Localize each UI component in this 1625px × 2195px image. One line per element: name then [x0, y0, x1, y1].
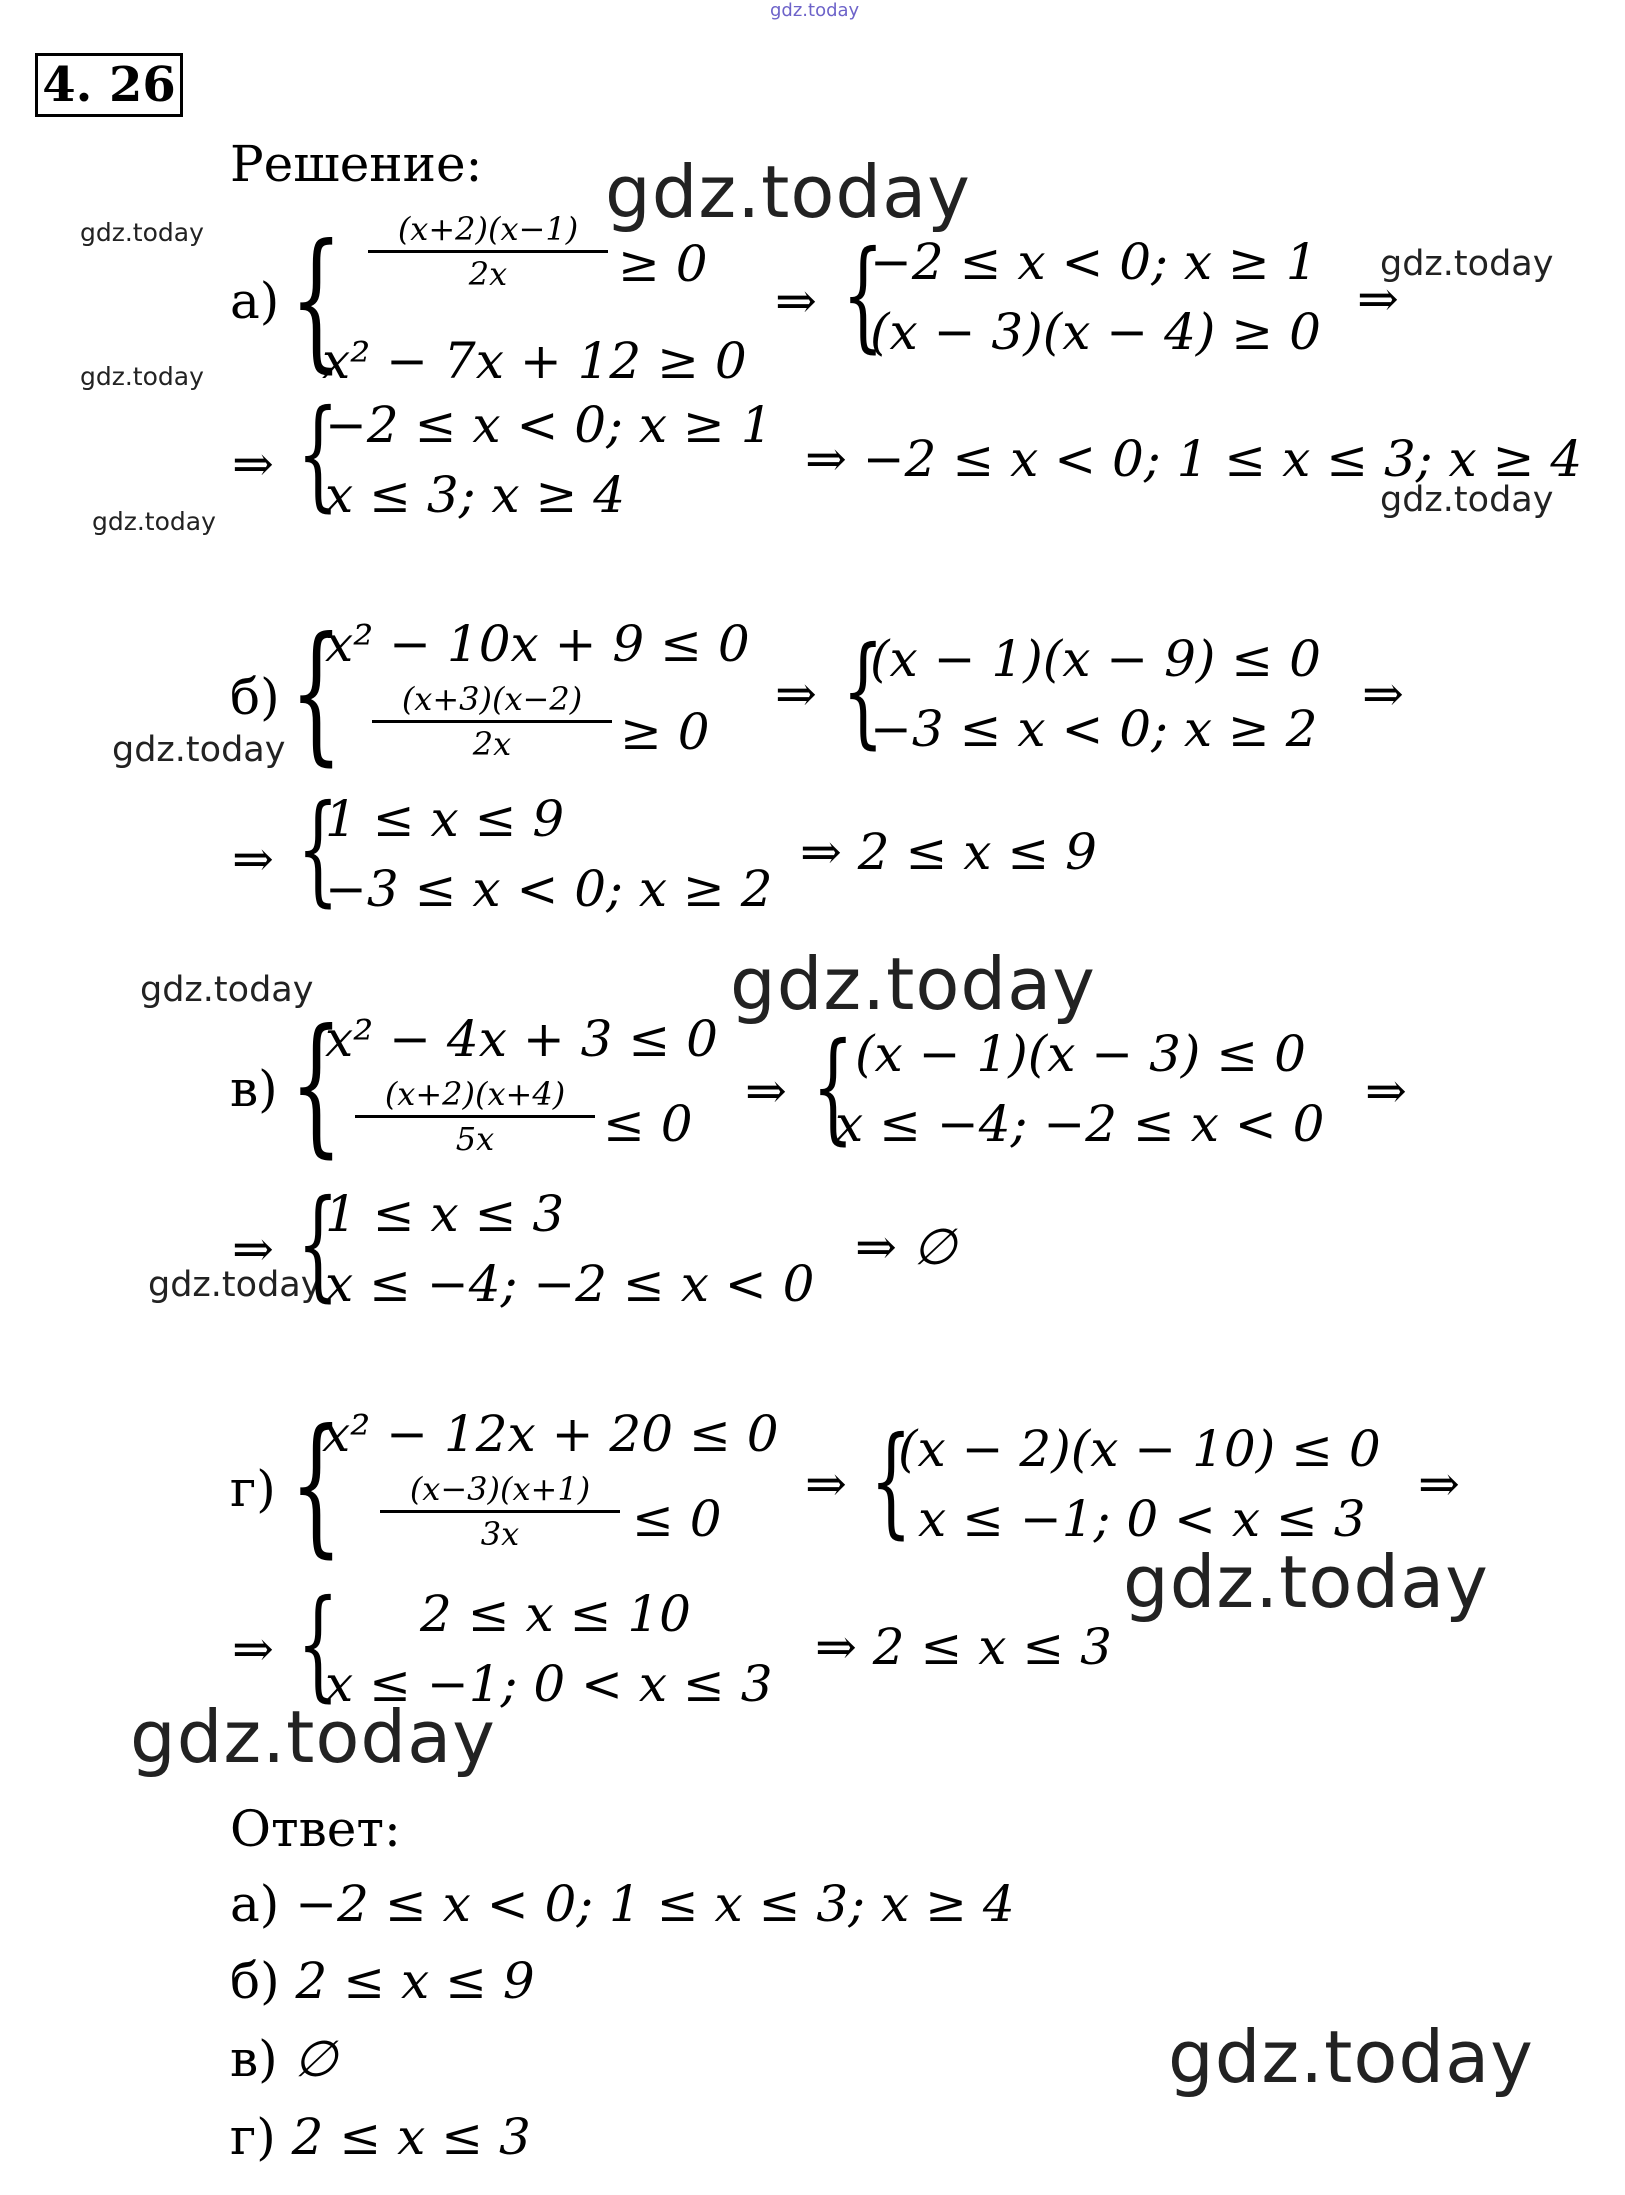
- fraction-denominator: 3x: [480, 1515, 520, 1553]
- watermark-medium: gdz.today: [1380, 480, 1554, 520]
- implies-arrow: ⇒: [1362, 665, 1404, 723]
- math-text: (x − 3)(x − 4) ≥ 0: [870, 303, 1321, 361]
- math-text: 1 ≤ x ≤ 3: [325, 1185, 565, 1243]
- watermark-large: gdz.today: [130, 1695, 496, 1779]
- implies-arrow: ⇒: [805, 1455, 847, 1513]
- answer-label: б): [230, 1952, 280, 2010]
- brace: {: [290, 998, 343, 1172]
- answer-label: а): [230, 1875, 280, 1933]
- brace: {: [290, 606, 343, 780]
- math-text: ≥ 0: [620, 703, 710, 761]
- fraction-numerator: (x+2)(x+4): [355, 1075, 595, 1118]
- watermark-small: gdz.today: [80, 362, 204, 391]
- answer-label: г): [230, 2108, 276, 2166]
- math-text: (x − 1)(x − 9) ≤ 0: [870, 630, 1321, 688]
- implies-arrow: ⇒: [232, 1620, 274, 1678]
- fraction: [368, 210, 608, 293]
- brace: {: [297, 385, 339, 524]
- fraction-numerator: (x+3)(x−2): [372, 680, 612, 723]
- brace: {: [297, 1175, 339, 1314]
- math-text: ⇒ ∅: [855, 1218, 957, 1276]
- implies-arrow: ⇒: [232, 435, 274, 493]
- fraction: [380, 1470, 620, 1553]
- implies-arrow: ⇒: [1357, 270, 1399, 328]
- math-text: ⇒ 2 ≤ x ≤ 9: [800, 823, 1097, 881]
- math-text: x ≤ −4; −2 ≤ x < 0: [835, 1095, 1325, 1153]
- watermark-medium: gdz.today: [112, 730, 286, 770]
- watermark-medium: gdz.today: [148, 1265, 322, 1305]
- part-v-label: в): [230, 1060, 278, 1118]
- implies-arrow: ⇒: [1418, 1455, 1460, 1513]
- math-text: ≥ 0: [618, 235, 708, 293]
- implies-arrow: ⇒: [775, 665, 817, 723]
- answer-a: [230, 1875, 1015, 1933]
- brace: {: [870, 1412, 912, 1551]
- part-b-label: б): [230, 668, 280, 726]
- answer-g: [230, 2108, 531, 2166]
- math-text: ≤ 0: [632, 1490, 722, 1548]
- answer-value: 2 ≤ x ≤ 9: [295, 1952, 535, 2010]
- watermark-top: gdz.today: [770, 0, 860, 21]
- watermark-medium: gdz.today: [1380, 244, 1554, 284]
- answer-b: [230, 1952, 535, 2010]
- math-text: x² − 7x + 12 ≥ 0: [322, 332, 747, 390]
- watermark-large: gdz.today: [1123, 1540, 1489, 1624]
- part-a-label: а): [230, 272, 280, 330]
- fraction-denominator: 5x: [455, 1120, 495, 1158]
- implies-arrow: ⇒: [1365, 1062, 1407, 1120]
- fraction-denominator: 2x: [468, 255, 508, 293]
- math-text: x ≤ −4; −2 ≤ x < 0: [325, 1255, 815, 1313]
- brace: {: [297, 780, 339, 919]
- brace: {: [842, 622, 884, 761]
- brace: {: [297, 1575, 339, 1714]
- problem-number: 4. 26: [35, 53, 183, 117]
- math-text: ≤ 0: [603, 1095, 693, 1153]
- watermark-large: gdz.today: [1168, 2015, 1534, 2099]
- math-text: x ≤ −1; 0 < x ≤ 3: [918, 1490, 1366, 1548]
- brace: {: [842, 226, 884, 365]
- implies-arrow: ⇒: [232, 1220, 274, 1278]
- watermark-large: gdz.today: [605, 150, 971, 234]
- math-text: −2 ≤ x < 0; x ≥ 1: [325, 396, 773, 454]
- fraction-denominator: 2x: [472, 725, 512, 763]
- math-text: ⇒ −2 ≤ x < 0; 1 ≤ x ≤ 3; x ≥ 4: [805, 430, 1583, 488]
- fraction: [372, 680, 612, 763]
- answer-value: ∅: [293, 2030, 338, 2088]
- fraction-numerator: (x+2)(x−1): [368, 210, 608, 253]
- math-text: −3 ≤ x < 0; x ≥ 2: [870, 700, 1318, 758]
- watermark-large: gdz.today: [730, 942, 1096, 1026]
- implies-arrow: ⇒: [775, 272, 817, 330]
- answer-v: [230, 2030, 337, 2088]
- watermark-small: gdz.today: [80, 218, 204, 247]
- math-text: x² − 4x + 3 ≤ 0: [325, 1010, 718, 1068]
- answer-value: −2 ≤ x < 0; 1 ≤ x ≤ 3; x ≥ 4: [295, 1875, 1015, 1933]
- fraction-numerator: (x−3)(x+1): [380, 1470, 620, 1513]
- watermark-medium: gdz.today: [140, 970, 314, 1010]
- math-text: x² − 12x + 20 ≤ 0: [322, 1405, 779, 1463]
- math-text: (x − 2)(x − 10) ≤ 0: [898, 1420, 1381, 1478]
- math-text: −3 ≤ x < 0; x ≥ 2: [325, 860, 773, 918]
- solution-heading: Решение:: [230, 135, 483, 193]
- math-text: (x − 1)(x − 3) ≤ 0: [855, 1025, 1306, 1083]
- implies-arrow: ⇒: [745, 1062, 787, 1120]
- math-text: 2 ≤ x ≤ 10: [420, 1585, 691, 1643]
- watermark-small: gdz.today: [92, 507, 216, 536]
- brace: {: [290, 213, 343, 387]
- math-text: 1 ≤ x ≤ 9: [325, 790, 565, 848]
- brace: {: [812, 1018, 854, 1157]
- math-text: x ≤ −1; 0 < x ≤ 3: [325, 1655, 773, 1713]
- part-g-label: г): [230, 1460, 276, 1518]
- brace: {: [290, 1398, 343, 1572]
- math-text: ⇒ 2 ≤ x ≤ 3: [815, 1618, 1112, 1676]
- answer-value: 2 ≤ x ≤ 3: [291, 2108, 531, 2166]
- answer-label: в): [230, 2030, 278, 2088]
- implies-arrow: ⇒: [232, 830, 274, 888]
- answer-heading: Ответ:: [230, 1800, 401, 1858]
- math-text: −2 ≤ x < 0; x ≥ 1: [870, 233, 1318, 291]
- math-text: x² − 10x + 9 ≤ 0: [325, 615, 750, 673]
- fraction: [355, 1075, 595, 1158]
- math-text: x ≤ 3; x ≥ 4: [325, 466, 626, 524]
